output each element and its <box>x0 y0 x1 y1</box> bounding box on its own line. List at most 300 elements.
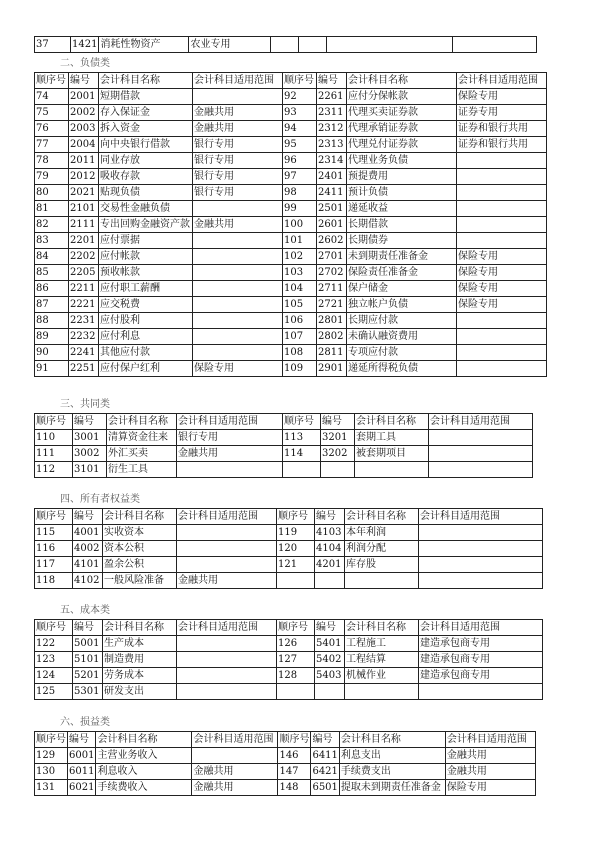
account-name-cell: 应付帐款 <box>99 249 193 265</box>
account-name-cell: 其他应付款 <box>99 345 193 361</box>
seq-no-cell: 37 <box>35 37 71 53</box>
account-name-cell: 应交税费 <box>99 297 193 313</box>
seq-no-cell: 89 <box>35 329 69 345</box>
code-cell: 2261 <box>317 89 347 105</box>
code-cell: 5001 <box>73 636 103 652</box>
column-header: 顺序号 <box>277 509 315 525</box>
seq-no-cell: 81 <box>35 201 69 217</box>
code-cell: 3002 <box>73 446 107 462</box>
seq-no-cell: 80 <box>35 185 69 201</box>
seq-no-cell: 104 <box>283 281 317 297</box>
scope-cell: 银行专用 <box>177 430 283 446</box>
code-cell <box>315 684 345 700</box>
scope-cell <box>193 297 283 313</box>
code-cell: 4102 <box>73 573 103 589</box>
table-row <box>35 281 547 297</box>
column-header: 顺序号 <box>35 509 73 525</box>
account-name-cell: 库存股 <box>345 557 419 573</box>
account-name-cell: 应付票据 <box>99 233 193 249</box>
code-cell: 5401 <box>315 636 345 652</box>
account-name-cell: 主营业务收入 <box>96 748 192 764</box>
section-profit-loss <box>34 716 536 796</box>
code-cell: 6411 <box>311 748 339 764</box>
scope-cell: 保险专用 <box>457 265 547 281</box>
account-name-cell: 长期债券 <box>347 233 457 249</box>
scope-cell <box>457 169 547 185</box>
liabilities-table <box>34 72 547 377</box>
seq-no-cell: 82 <box>35 217 69 233</box>
table-row <box>35 780 536 796</box>
section-equity <box>34 493 543 589</box>
account-name-cell: 代理业务负债 <box>347 153 457 169</box>
seq-no-cell: 87 <box>35 297 69 313</box>
seq-no-cell: 100 <box>283 217 317 233</box>
code-cell: 2311 <box>317 105 347 121</box>
seq-no-cell: 125 <box>35 684 73 700</box>
table-row <box>35 169 547 185</box>
seq-no-cell: 93 <box>283 105 317 121</box>
account-name-cell: 吸收存款 <box>99 169 193 185</box>
code-cell: 2002 <box>69 105 99 121</box>
code-cell: 2001 <box>69 89 99 105</box>
equity-table <box>34 508 543 589</box>
seq-no-cell: 115 <box>35 525 73 541</box>
column-header: 会计科目适用范围 <box>429 414 533 430</box>
code-cell <box>299 37 327 53</box>
table-row <box>35 153 547 169</box>
seq-no-cell <box>277 573 315 589</box>
code-cell: 4002 <box>73 541 103 557</box>
seq-no-cell: 103 <box>283 265 317 281</box>
scope-cell: 银行专用 <box>193 169 283 185</box>
code-cell: 2601 <box>317 217 347 233</box>
seq-no-cell: 99 <box>283 201 317 217</box>
seq-no-cell: 123 <box>35 652 73 668</box>
account-name-cell: 保户储金 <box>347 281 457 297</box>
section-title: 五、成本类 <box>60 605 110 616</box>
code-cell: 2211 <box>69 281 99 297</box>
scope-cell <box>193 249 283 265</box>
scope-cell <box>419 525 543 541</box>
column-header: 顺序号 <box>278 732 311 748</box>
table-row <box>35 329 547 345</box>
account-name-cell: 独立帐户负债 <box>347 297 457 313</box>
column-header: 会计科目名称 <box>339 732 445 748</box>
section-title: 四、所有者权益类 <box>60 494 140 505</box>
scope-cell: 银行专用 <box>193 137 283 153</box>
code-cell: 5101 <box>73 652 103 668</box>
account-name-cell: 手续费收入 <box>96 780 192 796</box>
account-name-cell: 代理承销证券款 <box>347 121 457 137</box>
account-name-cell: 衍生工具 <box>107 462 177 478</box>
code-cell: 4104 <box>315 541 345 557</box>
code-cell: 2012 <box>69 169 99 185</box>
column-header: 会计科目适用范围 <box>177 620 277 636</box>
column-header: 编号 <box>73 620 103 636</box>
account-name-cell: 代理兑付证券款 <box>347 137 457 153</box>
code-cell: 2101 <box>69 201 99 217</box>
scope-cell <box>192 748 278 764</box>
code-cell: 2205 <box>69 265 99 281</box>
account-name-cell: 预计负债 <box>347 185 457 201</box>
table-row <box>35 233 547 249</box>
column-header: 会计科目名称 <box>107 414 177 430</box>
account-name-cell: 应付保户红利 <box>99 361 193 377</box>
scope-cell: 证券专用 <box>457 105 547 121</box>
seq-no-cell: 95 <box>283 137 317 153</box>
seq-no-cell: 96 <box>283 153 317 169</box>
code-cell: 2232 <box>69 329 99 345</box>
account-name-cell: 存入保证金 <box>99 105 193 121</box>
seq-no-cell: 94 <box>283 121 317 137</box>
column-header: 顺序号 <box>35 620 73 636</box>
table-row <box>35 541 543 557</box>
seq-no-cell: 110 <box>35 430 73 446</box>
table-row <box>35 201 547 217</box>
scope-cell: 金融共用 <box>192 780 278 796</box>
code-cell: 6011 <box>68 764 96 780</box>
code-cell: 2901 <box>317 361 347 377</box>
scope-cell <box>193 313 283 329</box>
code-cell: 2231 <box>69 313 99 329</box>
code-cell: 6501 <box>311 780 339 796</box>
section-title: 三、共同类 <box>60 399 110 410</box>
seq-no-cell: 148 <box>278 780 311 796</box>
account-name-cell: 利息支出 <box>339 748 445 764</box>
scope-cell <box>457 233 547 249</box>
section-common <box>34 398 533 478</box>
seq-no-cell: 111 <box>35 446 73 462</box>
seq-no-cell: 98 <box>283 185 317 201</box>
account-name-cell: 专出回购金融资产款 <box>99 217 193 233</box>
scope-cell: 建造承包商专用 <box>419 652 543 668</box>
account-name-cell: 保险责任准备金 <box>347 265 457 281</box>
scope-cell <box>177 684 277 700</box>
seq-no-cell: 129 <box>35 748 68 764</box>
table-row <box>35 345 547 361</box>
code-cell: 2602 <box>317 233 347 249</box>
seq-no-cell: 107 <box>283 329 317 345</box>
scope-cell <box>457 201 547 217</box>
code-cell: 2021 <box>69 185 99 201</box>
seq-no-cell: 130 <box>35 764 68 780</box>
account-name-cell: 生产成本 <box>103 636 177 652</box>
profit-loss-table <box>34 731 536 796</box>
seq-no-cell: 124 <box>35 668 73 684</box>
column-header: 会计科目名称 <box>103 620 177 636</box>
seq-no-cell: 88 <box>35 313 69 329</box>
table-row <box>35 668 543 684</box>
column-header: 顺序号 <box>277 620 315 636</box>
code-cell: 2004 <box>69 137 99 153</box>
scope-cell: 金融共用 <box>193 121 283 137</box>
column-header: 编号 <box>73 509 103 525</box>
seq-no-cell: 118 <box>35 573 73 589</box>
table-row <box>35 217 547 233</box>
seq-no-cell: 114 <box>283 446 321 462</box>
scope-cell <box>419 541 543 557</box>
column-header: 会计科目适用范围 <box>177 509 277 525</box>
scope-cell <box>429 446 533 462</box>
table-row <box>35 37 537 53</box>
column-header: 会计科目名称 <box>103 509 177 525</box>
column-header: 编号 <box>315 620 345 636</box>
common-table <box>34 413 533 478</box>
account-name-cell: 向中央银行借款 <box>99 137 193 153</box>
table-row <box>35 652 543 668</box>
table-row <box>35 313 547 329</box>
seq-no-cell: 102 <box>283 249 317 265</box>
seq-no-cell: 91 <box>35 361 69 377</box>
scope-cell: 证券和银行共用 <box>457 137 547 153</box>
table-row <box>35 462 533 478</box>
column-header: 会计科目适用范围 <box>192 732 278 748</box>
code-cell: 2811 <box>317 345 347 361</box>
column-header: 编号 <box>321 414 355 430</box>
scope-cell: 保险专用 <box>457 281 547 297</box>
table-row <box>35 249 547 265</box>
scope-cell <box>457 153 547 169</box>
account-name-cell: 一般风险准备 <box>103 573 177 589</box>
code-cell: 5201 <box>73 668 103 684</box>
scope-cell <box>177 668 277 684</box>
seq-no-cell: 109 <box>283 361 317 377</box>
seq-no-cell: 126 <box>277 636 315 652</box>
code-cell: 2702 <box>317 265 347 281</box>
account-name-cell: 递延收益 <box>347 201 457 217</box>
scope-cell: 农业专用 <box>189 37 271 53</box>
code-cell: 2802 <box>317 329 347 345</box>
seq-no-cell <box>277 684 315 700</box>
seq-no-cell: 120 <box>277 541 315 557</box>
account-name-cell: 劳务成本 <box>103 668 177 684</box>
account-name-cell: 制造费用 <box>103 652 177 668</box>
account-name-cell: 资本公积 <box>103 541 177 557</box>
column-header: 顺序号 <box>283 73 317 89</box>
seq-no-cell: 147 <box>278 764 311 780</box>
account-name-cell: 盈余公积 <box>103 557 177 573</box>
table-row <box>35 525 543 541</box>
table-header-row <box>35 73 547 89</box>
account-name-cell: 利润分配 <box>345 541 419 557</box>
seq-no-cell: 122 <box>35 636 73 652</box>
table-header-row <box>35 620 543 636</box>
seq-no-cell: 105 <box>283 297 317 313</box>
account-name-cell: 工程施工 <box>345 636 419 652</box>
account-name-cell: 交易性金融负债 <box>99 201 193 217</box>
seq-no-cell: 112 <box>35 462 73 478</box>
column-header: 会计科目适用范围 <box>177 414 283 430</box>
code-cell: 4201 <box>315 557 345 573</box>
column-header: 会计科目适用范围 <box>419 509 543 525</box>
scope-cell: 保险专用 <box>457 89 547 105</box>
account-name-cell: 拆入资金 <box>99 121 193 137</box>
code-cell: 5403 <box>315 668 345 684</box>
account-name-cell: 长期应付款 <box>347 313 457 329</box>
seq-no-cell: 76 <box>35 121 69 137</box>
scope-cell: 金融共用 <box>177 573 277 589</box>
scope-cell: 银行专用 <box>193 185 283 201</box>
code-cell: 2201 <box>69 233 99 249</box>
code-cell: 2801 <box>317 313 347 329</box>
scope-cell: 保险专用 <box>445 780 535 796</box>
scope-cell: 银行专用 <box>193 153 283 169</box>
account-name-cell: 应付职工薪酬 <box>99 281 193 297</box>
account-name-cell: 本年利润 <box>345 525 419 541</box>
scope-cell <box>177 636 277 652</box>
account-name-cell: 消耗性物资产 <box>99 37 189 53</box>
scope-cell <box>457 361 547 377</box>
scope-cell <box>419 573 543 589</box>
code-cell: 2401 <box>317 169 347 185</box>
account-name-cell: 应付分保帐款 <box>347 89 457 105</box>
seq-no-cell: 131 <box>35 780 68 796</box>
account-name-cell: 研发支出 <box>103 684 177 700</box>
account-name-cell <box>345 573 419 589</box>
column-header: 会计科目名称 <box>355 414 429 430</box>
account-name-cell: 专项应付款 <box>347 345 457 361</box>
scope-cell <box>193 233 283 249</box>
code-cell: 2501 <box>317 201 347 217</box>
column-header: 顺序号 <box>35 73 69 89</box>
column-header: 会计科目适用范围 <box>419 620 543 636</box>
scope-cell: 金融共用 <box>177 446 283 462</box>
seq-no-cell: 113 <box>283 430 321 446</box>
scope-cell <box>419 557 543 573</box>
code-cell: 6021 <box>68 780 96 796</box>
code-cell: 2111 <box>69 217 99 233</box>
scope-cell <box>177 557 277 573</box>
code-cell: 2314 <box>317 153 347 169</box>
scope-cell: 金融共用 <box>445 748 535 764</box>
scope-cell <box>457 345 547 361</box>
table-row <box>35 748 536 764</box>
seq-no-cell: 127 <box>277 652 315 668</box>
account-name-cell: 工程结算 <box>345 652 419 668</box>
scope-cell: 金融共用 <box>193 105 283 121</box>
seq-no-cell: 106 <box>283 313 317 329</box>
account-name-cell: 实收资本 <box>103 525 177 541</box>
table-row <box>35 430 533 446</box>
seq-no-cell: 117 <box>35 557 73 573</box>
code-cell: 4001 <box>73 525 103 541</box>
seq-no-cell: 77 <box>35 137 69 153</box>
scope-cell <box>193 281 283 297</box>
table-row <box>35 446 533 462</box>
seq-no-cell: 121 <box>277 557 315 573</box>
seq-no-cell: 92 <box>283 89 317 105</box>
scope-cell <box>193 201 283 217</box>
account-name-cell: 被套期项目 <box>355 446 429 462</box>
scope-cell <box>457 313 547 329</box>
scope-cell <box>457 185 547 201</box>
seq-no-cell: 85 <box>35 265 69 281</box>
cost-table <box>34 619 543 700</box>
scope-cell <box>193 265 283 281</box>
code-cell: 2003 <box>69 121 99 137</box>
seq-no-cell <box>271 37 299 53</box>
seq-no-cell: 101 <box>283 233 317 249</box>
scope-cell <box>193 89 283 105</box>
table-header-row <box>35 732 536 748</box>
table-header-row <box>35 509 543 525</box>
table-row <box>35 121 547 137</box>
code-cell: 4101 <box>73 557 103 573</box>
scope-cell <box>177 525 277 541</box>
account-name-cell: 机械作业 <box>345 668 419 684</box>
seq-no-cell: 79 <box>35 169 69 185</box>
code-cell: 4103 <box>315 525 345 541</box>
code-cell: 2721 <box>317 297 347 313</box>
seq-no-cell <box>283 462 321 478</box>
code-cell: 1421 <box>71 37 99 53</box>
column-header: 会计科目适用范围 <box>457 73 547 89</box>
seq-no-cell: 78 <box>35 153 69 169</box>
scope-cell: 保险专用 <box>193 361 283 377</box>
code-cell <box>321 462 355 478</box>
section-liabilities <box>34 57 547 377</box>
account-name-cell: 预提费用 <box>347 169 457 185</box>
seq-no-cell: 128 <box>277 668 315 684</box>
column-header: 会计科目名称 <box>99 73 193 89</box>
scope-cell <box>457 329 547 345</box>
scope-cell: 金融共用 <box>192 764 278 780</box>
scope-cell: 建造承包商专用 <box>419 636 543 652</box>
column-header: 编号 <box>73 414 107 430</box>
column-header: 顺序号 <box>35 732 68 748</box>
code-cell: 3101 <box>73 462 107 478</box>
scope-cell <box>453 37 537 53</box>
code-cell: 3201 <box>321 430 355 446</box>
account-name-cell: 贴现负债 <box>99 185 193 201</box>
column-header: 编号 <box>68 732 96 748</box>
table-header-row <box>35 414 533 430</box>
scope-cell: 金融共用 <box>445 764 535 780</box>
code-cell <box>315 573 345 589</box>
column-header: 编号 <box>315 509 345 525</box>
code-cell: 6001 <box>68 748 96 764</box>
column-header: 会计科目名称 <box>96 732 192 748</box>
scope-cell <box>429 462 533 478</box>
code-cell: 2312 <box>317 121 347 137</box>
scope-cell <box>193 345 283 361</box>
table-row <box>35 265 547 281</box>
account-name-cell: 未到期责任准备金 <box>347 249 457 265</box>
account-name-cell: 同业存放 <box>99 153 193 169</box>
seq-no-cell: 116 <box>35 541 73 557</box>
account-name-cell <box>355 462 429 478</box>
column-header: 编号 <box>317 73 347 89</box>
scope-cell: 金融共用 <box>193 217 283 233</box>
seq-no-cell: 84 <box>35 249 69 265</box>
account-name-cell: 长期借款 <box>347 217 457 233</box>
column-header: 会计科目名称 <box>345 620 419 636</box>
code-cell: 5402 <box>315 652 345 668</box>
section-title: 六、损益类 <box>60 717 110 728</box>
account-name-cell: 预收帐款 <box>99 265 193 281</box>
code-cell: 2313 <box>317 137 347 153</box>
top-continuation <box>34 36 537 53</box>
account-name-cell: 短期借款 <box>99 89 193 105</box>
table-row <box>35 89 547 105</box>
code-cell: 2251 <box>69 361 99 377</box>
column-header: 会计科目名称 <box>347 73 457 89</box>
column-header: 编号 <box>311 732 339 748</box>
seq-no-cell: 83 <box>35 233 69 249</box>
account-name-cell: 手续费支出 <box>339 764 445 780</box>
seq-no-cell: 97 <box>283 169 317 185</box>
account-name-cell: 外汇买卖 <box>107 446 177 462</box>
